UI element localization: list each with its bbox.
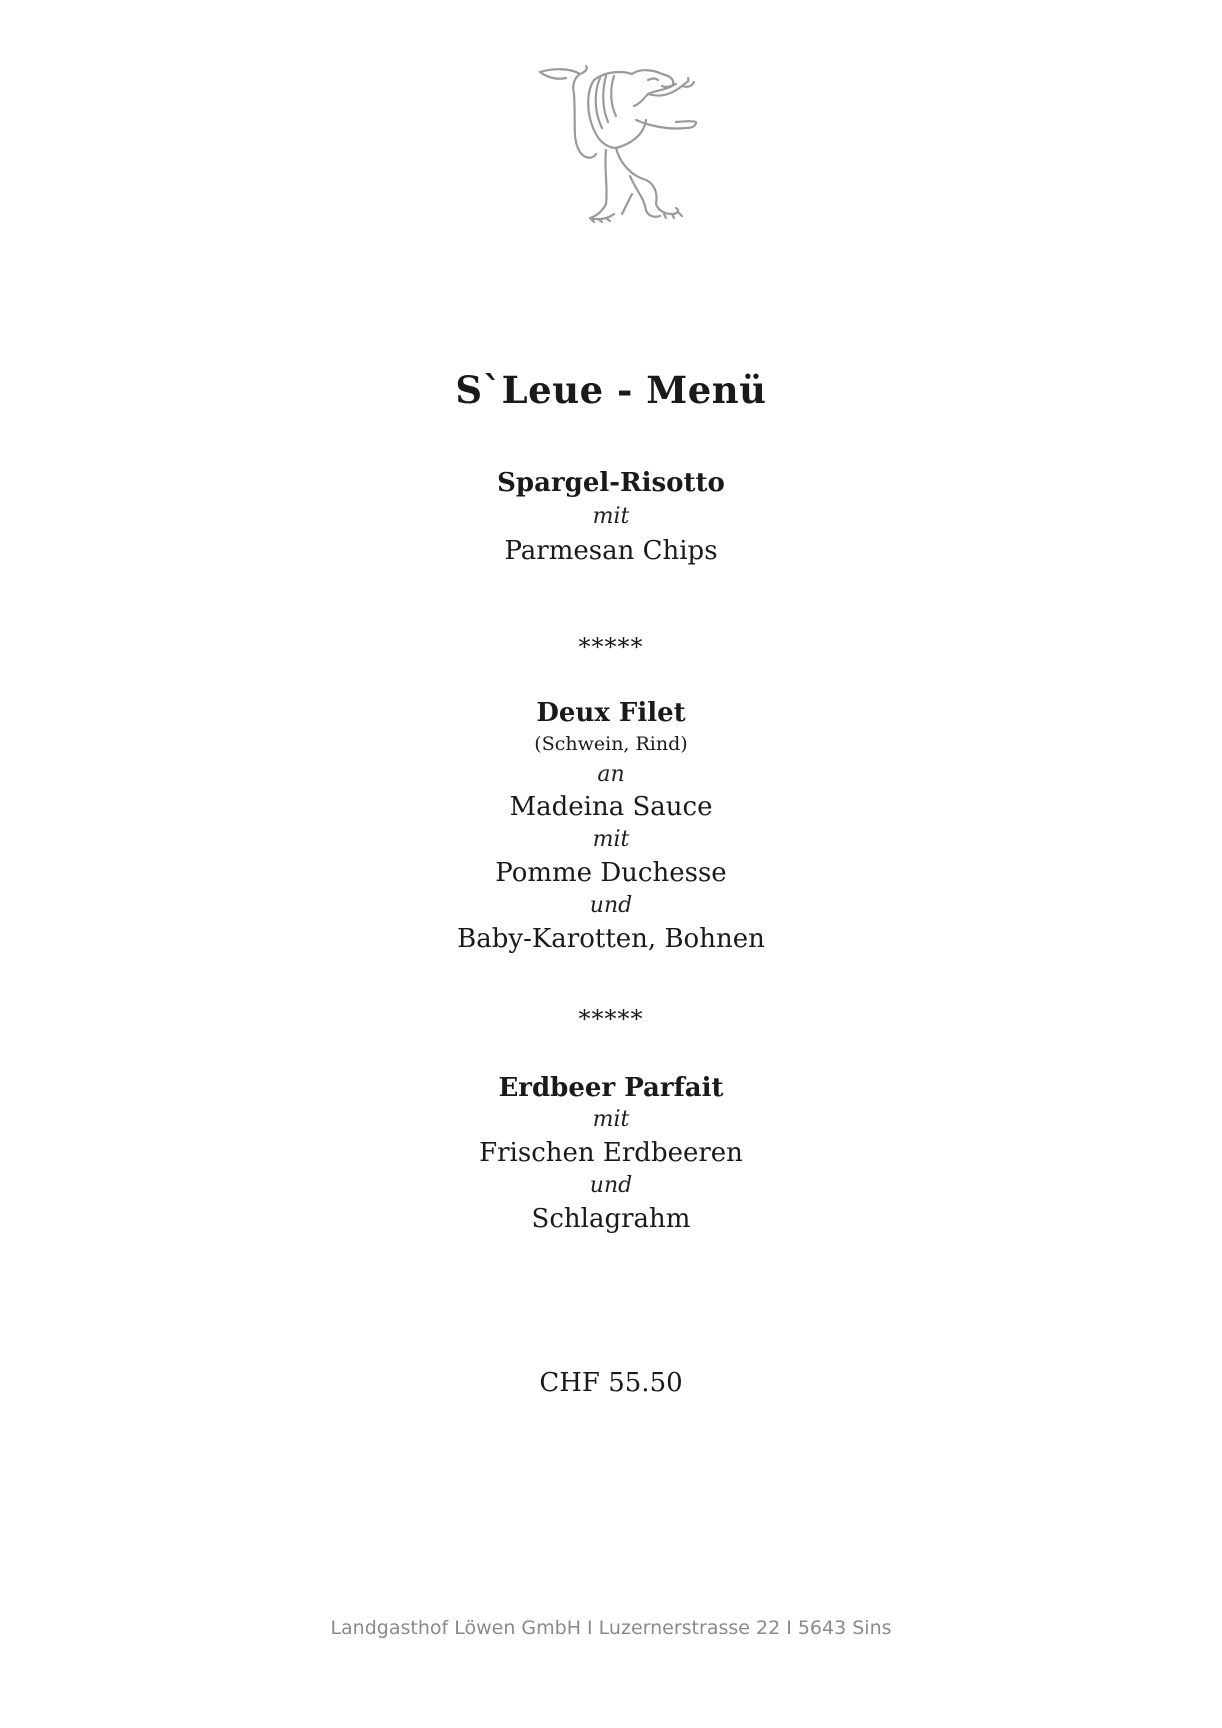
- dish-component: Schlagrahm: [531, 1204, 691, 1234]
- dish-component: Baby-Karotten, Bohnen: [457, 924, 765, 954]
- menu-price: CHF 55.50: [539, 1368, 683, 1398]
- connector-text: und: [589, 893, 633, 918]
- connector-text: an: [597, 762, 625, 787]
- dish-component: Madeina Sauce: [509, 792, 713, 822]
- connector-text: mit: [592, 504, 630, 529]
- dish-name: Erdbeer Parfait: [498, 1073, 724, 1103]
- course-separator: *****: [578, 633, 644, 661]
- dish-name: Deux Filet: [536, 698, 686, 728]
- course-starter: [0, 470, 1222, 564]
- course-separator: *****: [578, 1005, 644, 1033]
- course-main: [0, 700, 1222, 952]
- connector-text: und: [589, 1173, 633, 1198]
- connector-text: mit: [592, 827, 630, 852]
- dish-note: (Schwein, Rind): [534, 733, 688, 755]
- menu-title: S`Leue - Menü: [455, 368, 767, 412]
- dish-component: Parmesan Chips: [504, 536, 718, 566]
- lion-rampant-icon: [536, 64, 716, 228]
- dish-component: Frischen Erdbeeren: [479, 1138, 743, 1168]
- connector-text: mit: [592, 1107, 630, 1132]
- dish-name: Spargel-Risotto: [497, 468, 725, 498]
- footer-address: Landgasthof Löwen GmbH I Luzernerstrasse 22 I 5643 Sins: [330, 1617, 892, 1639]
- dish-component: Pomme Duchesse: [495, 858, 727, 888]
- course-dessert: [0, 1075, 1222, 1232]
